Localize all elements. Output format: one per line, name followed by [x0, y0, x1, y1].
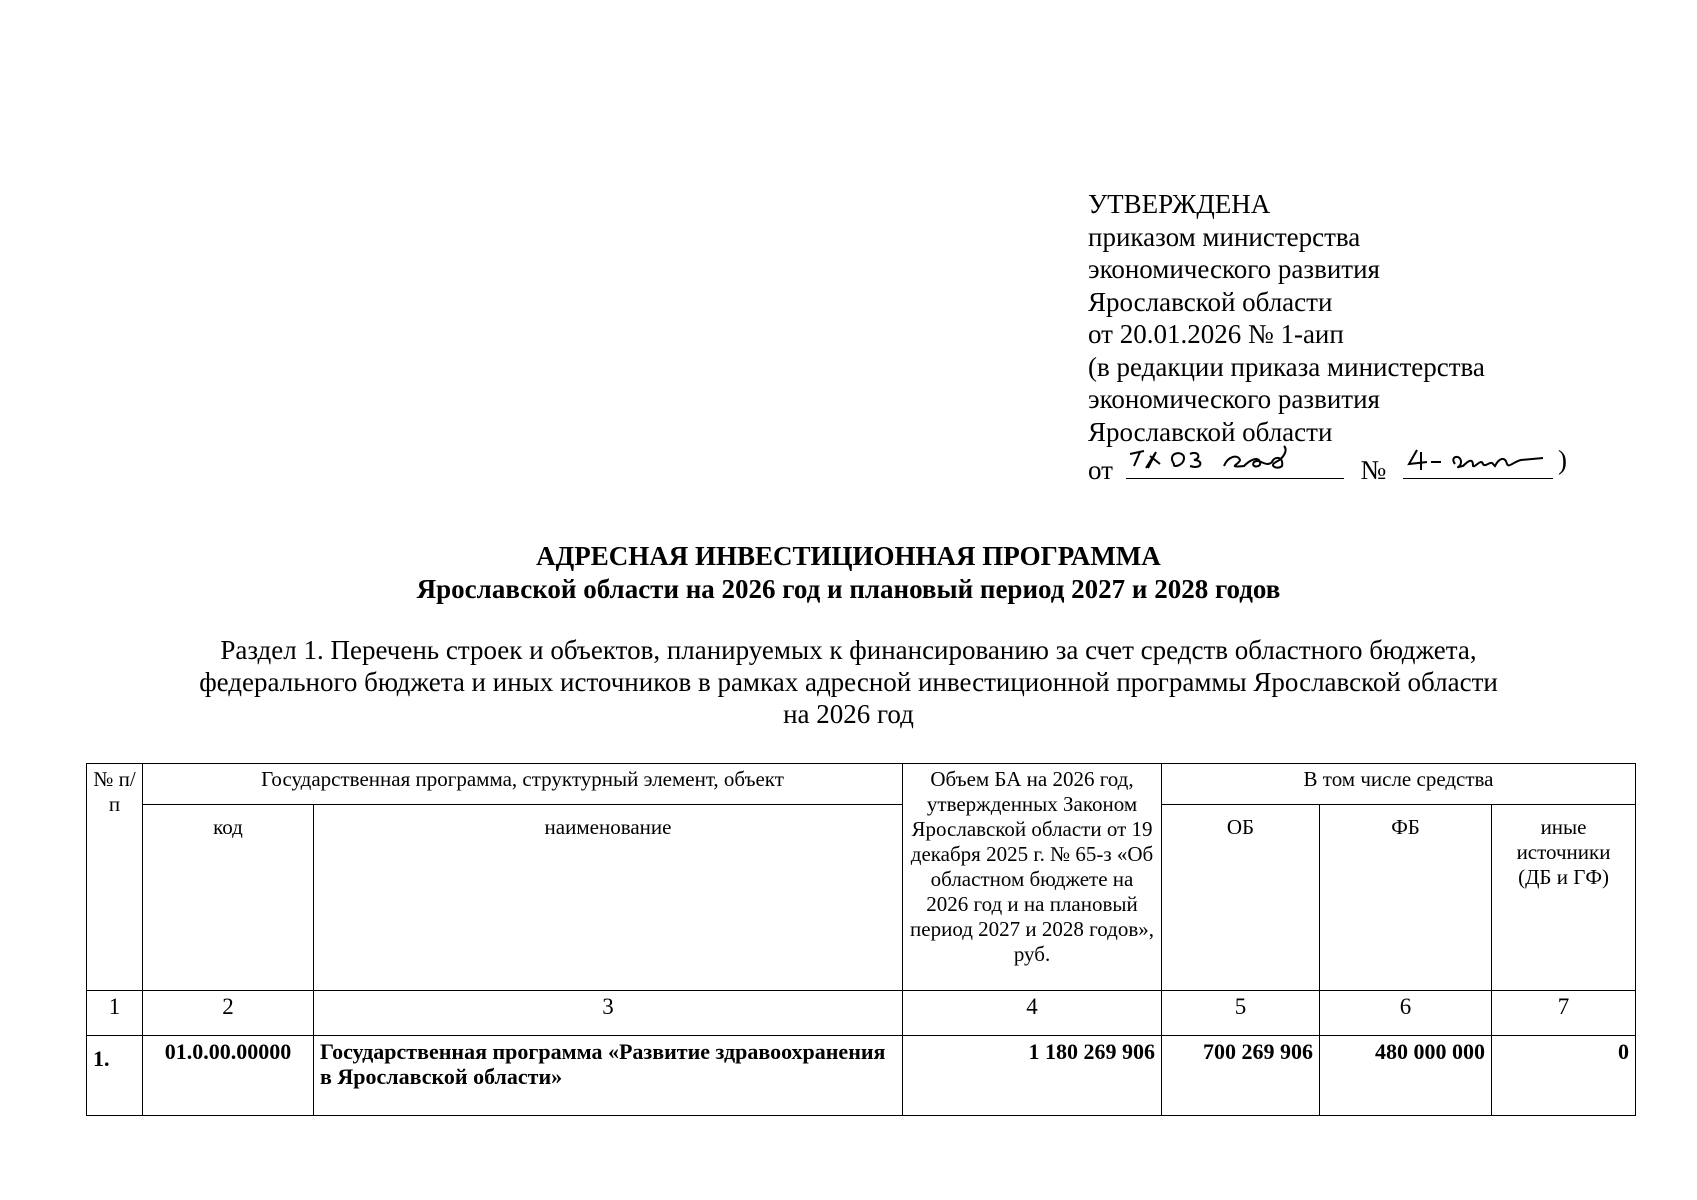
handwritten-date-scribble [1126, 442, 1344, 476]
row-ob: 700 269 906 [1162, 1036, 1320, 1116]
document-subtitle: Ярославской области на 2026 год и плановый период 2027 и 2028 годов [416, 574, 1281, 604]
approval-line: УТВЕРЖДЕНА [1088, 189, 1271, 219]
approval-stamp-block [1088, 188, 1567, 487]
investment-program-table [86, 763, 1636, 1116]
section-heading [0, 634, 1697, 730]
header-num: № п/п [87, 764, 143, 991]
header-including: В том числе средства [1162, 764, 1636, 805]
section-heading-line: федерального бюджета и иных источников в рамках адресной инвестиционной программы Ярославской области [199, 667, 1498, 697]
column-number: 1 [87, 991, 143, 1036]
column-number: 6 [1320, 991, 1492, 1036]
column-number: 3 [314, 991, 903, 1036]
handwritten-date [1126, 448, 1344, 479]
row-name: Государственная программа «Развитие здравоохранения в Ярославской области» [314, 1036, 903, 1116]
approval-line: (в редакции приказа министерства [1088, 351, 1485, 382]
approval-line: экономического развития [1088, 384, 1380, 414]
document-title: АДРЕСНАЯ ИНВЕСТИЦИОННАЯ ПРОГРАММА [536, 541, 1161, 571]
approval-line: от 20.01.2026 № 1-аип [1088, 319, 1344, 349]
approval-line: приказом министерства [1088, 221, 1361, 252]
date-prefix: от [1088, 455, 1113, 485]
row-fb: 480 000 000 [1320, 1036, 1492, 1116]
table-row [87, 1036, 1636, 1116]
handwritten-number [1403, 445, 1567, 479]
closing-paren: ) [1557, 445, 1567, 475]
table-subheader-row [87, 805, 1636, 991]
column-number: 5 [1162, 991, 1320, 1036]
column-number: 2 [143, 991, 314, 1036]
header-volume: Объем БА на 2026 год, утвержденных Законом Ярославской области от 19 декабря 2025 г. № 65-з «Об областном бюджете на 2026 год и на плановый период 2027 и 2028 годов», руб. [903, 764, 1162, 991]
column-number: 7 [1492, 991, 1636, 1036]
header-code: код [143, 805, 314, 991]
approval-line: экономического развития [1088, 254, 1380, 284]
amendment-date-line [1088, 445, 1567, 487]
header-program: Государственная программа, структурный элемент, объект [143, 764, 903, 805]
row-volume: 1 180 269 906 [903, 1036, 1162, 1116]
header-other: иные источники (ДБ и ГФ) [1492, 805, 1636, 991]
approval-line: Ярославской области [1088, 416, 1333, 447]
row-other: 0 [1492, 1036, 1636, 1116]
row-code: 01.0.00.00000 [143, 1036, 314, 1116]
header-fb: ФБ [1320, 805, 1492, 991]
section-heading-line: на 2026 год [783, 699, 914, 729]
section-heading-line: Раздел 1. Перечень строек и объектов, планируемых к финансированию за счет средств областного бюджета, [220, 635, 1477, 665]
number-sign: № [1360, 455, 1387, 485]
row-num: 1. [87, 1036, 143, 1116]
handwritten-number-scribble [1403, 442, 1553, 476]
header-ob: ОБ [1162, 805, 1320, 991]
column-number: 4 [903, 991, 1162, 1036]
header-name: наименование [314, 805, 903, 991]
table-header-row [87, 764, 1636, 805]
column-number-row [87, 991, 1636, 1036]
approval-line: Ярославской области [1088, 286, 1333, 317]
